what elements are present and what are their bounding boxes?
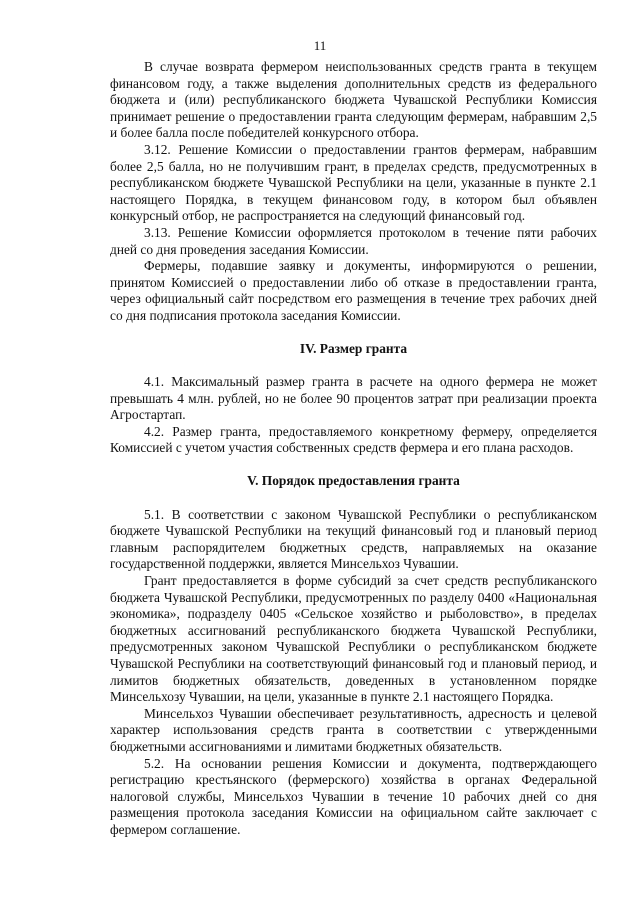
paragraph: 5.2. На основании решения Комиссии и документа, подтверждающего регистрацию крестьянского (фермерского) хозяйства в органах Федеральной налоговой службы, Минсельхоз Чувашии в течение 10 рабочих дней со дня размещения протокола заседания Комиссии на официальном сайте заключает с фермером соглашение. <box>110 755 597 837</box>
paragraph: 4.1. Максимальный размер гранта в расчете на одного фермера не может превышать 4 млн. рублей, но не более 90 процентов затрат при реализации проекта Агростартап. <box>110 374 597 423</box>
paragraph: Грант предоставляется в форме субсидий за счет средств республиканского бюджета Чувашской Республики, предусмотренных по разделу 0400 «Национальная экономика», подразделу 0405 «Сельское хозяйство и рыболовство», в пределах бюджетных ассигнований республиканского бюджета Чувашской Республики, предусмотренных законом Чувашской Республики о республиканском бюджете Чувашской Республики на соответствующий финансовый год и плановый период, и лимитов бюджетных обязательств, доведенных в установленном порядке Минсельхозу Чувашии, на цели, указанные в пункте 2.1 настоящего Порядка. <box>110 573 597 705</box>
paragraph: 3.13. Решение Комиссии оформляется протоколом в течение пяти рабочих дней со дня проведения заседания Комиссии. <box>110 224 597 257</box>
document-body <box>110 59 597 839</box>
paragraph: Минсельхоз Чувашии обеспечивает результативность, адресность и целевой характер использования средств гранта в соответствии с утвержденными бюджетными ассигнованиями и лимитами бюджетных обязательств. <box>110 705 597 754</box>
section-heading-grant-size: IV. Размер гранта <box>299 340 408 356</box>
paragraph: В случае возврата фермером неиспользованных средств гранта в текущем финансовом году, а также выделения дополнительных средств из федерального бюджета и (или) республиканского бюджета Чувашской Республики Комиссия принимает решение о предоставлении гранта следующим фермерам, набравшим 2,5 и более балла после победителей конкурсного отбора. <box>110 59 597 141</box>
paragraph: 5.1. В соответствии с законом Чувашской Республики о республиканском бюджете Чувашской Республики на текущий финансовый год и плановый период главным распорядителем бюджетных средств, направляемых на оказание государственной поддержки, является Минсельхоз Чувашии. <box>110 506 597 572</box>
paragraph: Фермеры, подавшие заявку и документы, информируются о решении, принятом Комиссией о предоставлении либо об отказе в предоставлении гранта, через официальный сайт посредством его размещения в течение трех рабочих дней со дня подписания протокола заседания Комиссии. <box>110 258 597 323</box>
page-number: 11 <box>313 38 327 53</box>
paragraph: 3.12. Решение Комиссии о предоставлении грантов фермерам, набравшим более 2,5 балла, но не получившим грант, в пределах средств, предусмотренных в республиканском бюджете Чувашской Республики на цели, указанные в пункте 2.1 настоящего Порядка, в текущем финансовом году, в котором был объявлен конкурсный отбор, не распространяется на следующий финансовый год. <box>110 141 597 224</box>
section-heading-grant-procedure: V. Порядок предоставления гранта <box>247 473 460 489</box>
paragraph: 4.2. Размер гранта, предоставляемого конкретному фермеру, определяется Комиссией с учетом участия собственных средств фермера и его плана расходов. <box>110 423 597 456</box>
